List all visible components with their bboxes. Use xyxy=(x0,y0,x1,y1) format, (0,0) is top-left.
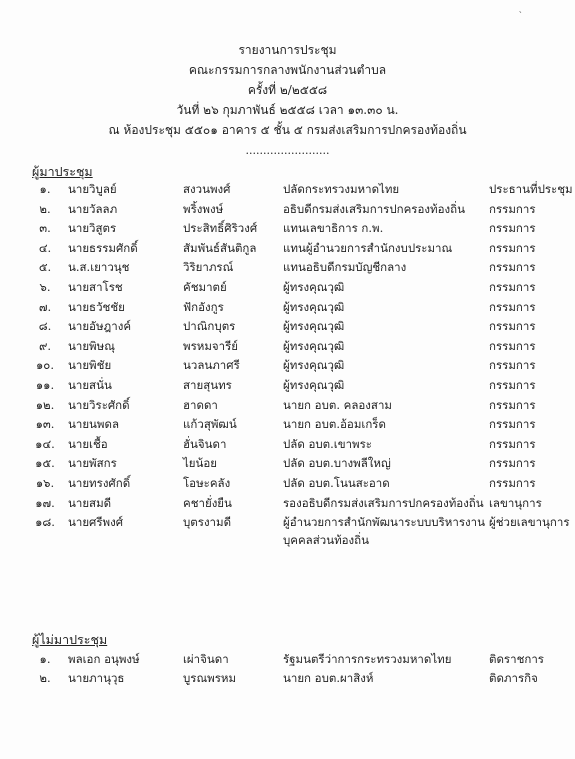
person-role: กรรมการ xyxy=(489,338,536,353)
item-number: ๑๕. xyxy=(35,456,55,471)
person-role: ประธานที่ประชุม xyxy=(489,182,573,196)
person-name: พลเอก อนุพงษ์ xyxy=(68,652,140,666)
item-number: ๑๒. xyxy=(35,397,55,412)
person-role: กรรมการ xyxy=(489,319,536,334)
person-name: นายภานุวุธ xyxy=(68,671,125,685)
item-number: ๑๐. xyxy=(36,358,54,373)
person-name: นายสมดี xyxy=(68,495,112,510)
person-name: นายวิสูตร xyxy=(68,221,117,236)
person-surname: พริ้งพงษ์ xyxy=(183,201,224,216)
committee-name: คณะกรรมการกลางพนักงานส่วนตำบล xyxy=(188,63,387,77)
person-position: แทนผู้อำนวยการสำนักงบประมาณ xyxy=(283,240,453,255)
list-item xyxy=(0,357,575,377)
list-item xyxy=(0,299,575,319)
person-position: ผู้ทรงคุณวุฒิ xyxy=(283,280,345,294)
item-number: ๖. xyxy=(39,280,51,294)
person-position: ผู้อำนวยการสำนักพัฒนาระบบบริหารงาน xyxy=(283,515,485,530)
person-role: กรรมการ xyxy=(489,240,536,255)
item-number: ๑๖. xyxy=(35,476,55,490)
list-item xyxy=(0,416,575,436)
list-item xyxy=(0,436,575,456)
person-role: กรรมการ xyxy=(489,417,536,432)
person-surname: คัชมาตย์ xyxy=(183,280,227,294)
person-position: ปลัด อบต.โนนสะอาด xyxy=(283,476,390,490)
item-number: ๑๘. xyxy=(35,515,55,530)
person-role: กรรมการ xyxy=(489,358,536,373)
person-surname: โอษะคลัง xyxy=(183,476,231,490)
person-role: กรรมการ xyxy=(489,456,536,471)
person-name: นายพิชัย xyxy=(68,358,112,373)
list-item xyxy=(0,495,575,515)
person-position: นายก อบต.ผาสิงห์ xyxy=(283,671,374,685)
person-surname: ปาณิกบุตร xyxy=(183,319,236,334)
person-name: นายนพดล xyxy=(68,417,120,432)
person-position-continued: บุคคลส่วนท้องถิ่น xyxy=(283,533,369,548)
item-number: ๙. xyxy=(38,338,52,353)
person-position: ผู้ทรงคุณวุฒิ xyxy=(283,338,345,353)
person-name: นายอัษฎางค์ xyxy=(68,319,132,334)
list-item xyxy=(0,514,575,548)
person-surname: บุตรงามดี xyxy=(183,515,232,530)
person-surname: ไยน้อย xyxy=(183,456,218,471)
person-role: กรรมการ xyxy=(489,436,536,451)
person-surname: ฮาดดา xyxy=(183,397,218,412)
person-position: รองอธิบดีกรมส่งเสริมการปกครองท้องถิ่น xyxy=(283,495,484,510)
list-item xyxy=(0,279,575,299)
person-position: ปลัดกระทรวงมหาดไทย xyxy=(283,182,400,196)
person-role: ติดภารกิจ xyxy=(489,671,538,685)
separator: ........................ xyxy=(245,144,330,157)
person-role: กรรมการ xyxy=(489,299,536,314)
person-role: กรรมการ xyxy=(489,201,536,216)
list-item xyxy=(0,475,575,495)
item-number: ๑๗. xyxy=(35,495,55,510)
list-item xyxy=(0,181,575,201)
person-position: นายก อบต.อ้อมเกร็ด xyxy=(283,417,386,432)
item-number: ๔. xyxy=(38,240,52,255)
list-item xyxy=(0,338,575,358)
person-role: ผู้ช่วยเลขานุการ xyxy=(489,515,570,530)
person-surname: แก้วสุพัฒน์ xyxy=(183,417,237,432)
person-role: กรรมการ xyxy=(489,397,536,412)
person-position: แทนอธิบดีกรมบัญชีกลาง xyxy=(283,260,407,275)
person-name: นายวิระศักดิ์ xyxy=(68,397,130,412)
person-position: ผู้ทรงคุณวุฒิ xyxy=(283,319,345,334)
item-number: ๒. xyxy=(39,201,51,216)
person-role: เลขานุการ xyxy=(489,495,542,510)
person-position: ปลัด อบต.บางพลีใหญ่ xyxy=(283,456,391,471)
person-surname: สงวนพงศ์ xyxy=(183,182,231,196)
person-position: รัฐมนตรีว่าการกระทรวงมหาดไทย xyxy=(283,652,452,666)
person-surname: บูรณพรหม xyxy=(183,671,237,685)
list-item xyxy=(0,670,575,690)
person-surname: นวลนภาศรี xyxy=(183,358,240,373)
person-position: อธิบดีกรมส่งเสริมการปกครองท้องถิ่น xyxy=(283,201,465,216)
item-number: ๓. xyxy=(39,221,51,236)
document-header xyxy=(0,40,575,140)
item-number: ๑๓. xyxy=(35,417,55,432)
item-number: ๑๔. xyxy=(35,436,55,451)
person-name: นายพิษณุ xyxy=(68,338,115,353)
absentees-title: ผู้ไม่มาประชุม xyxy=(32,632,108,647)
person-role: กรรมการ xyxy=(489,280,536,294)
item-number: ๑. xyxy=(39,182,51,196)
person-name: นายธวัชชัย xyxy=(68,299,125,314)
person-name: นายวิบูลย์ xyxy=(68,182,117,196)
person-role: กรรมการ xyxy=(489,221,536,236)
meeting-place: ณ ห้องประชุม ๕๕๐๑ อาคาร ๕ ชั้น ๕ กรมส่งเสริมการปกครองท้องถิ่น xyxy=(108,123,467,137)
list-item xyxy=(0,377,575,397)
person-surname: พรหมจารีย์ xyxy=(183,338,239,353)
person-surname: คชายั่งยืน xyxy=(183,495,232,510)
list-item xyxy=(0,455,575,475)
item-number: ๕. xyxy=(38,260,52,275)
person-surname: วิริยาภรณ์ xyxy=(183,260,234,275)
meeting-number: ครั้งที่ ๒/๒๕๕๘ xyxy=(247,83,328,97)
person-name: นายพัสกร xyxy=(68,456,117,471)
person-name: น.ส.เยาวนุช xyxy=(68,260,130,275)
person-name: นายเชื้อ xyxy=(68,436,108,451)
scan-mark: ˋ xyxy=(518,12,523,22)
item-number: ๑๑. xyxy=(35,378,55,392)
person-surname: เผ่าจินดา xyxy=(183,652,229,666)
person-surname: ประสิทธิ์ศิริวงศ์ xyxy=(183,221,258,236)
person-position: ผู้ทรงคุณวุฒิ xyxy=(283,358,345,373)
person-surname: ฟักอังกูร xyxy=(183,299,224,314)
person-position: ผู้ทรงคุณวุฒิ xyxy=(283,299,345,314)
list-item xyxy=(0,240,575,260)
item-number: ๗. xyxy=(38,299,52,314)
person-name: นายธรรมศักดิ์ xyxy=(68,240,138,255)
person-position: ผู้ทรงคุณวุฒิ xyxy=(283,378,345,392)
person-name: นายสาโรช xyxy=(68,280,123,294)
person-surname: สัมพันธ์สันติกูล xyxy=(183,240,257,255)
list-item xyxy=(0,201,575,221)
list-item xyxy=(0,318,575,338)
person-surname: ฮั่นจินดา xyxy=(183,436,227,451)
person-role: กรรมการ xyxy=(489,378,536,392)
list-item xyxy=(0,220,575,240)
report-title: รายงานการประชุม xyxy=(238,43,337,57)
person-name: นายวัลลภ xyxy=(68,201,118,216)
meeting-date: วันที่ ๒๖ กุมภาพันธ์ ๒๕๕๘ เวลา ๑๓.๓๐ น. xyxy=(176,103,399,117)
person-position: แทนเลขาธิการ ก.พ. xyxy=(283,221,384,236)
list-item xyxy=(0,397,575,417)
person-role: ติดราชการ xyxy=(489,652,544,666)
list-item xyxy=(0,651,575,671)
item-number: ๒. xyxy=(39,671,51,685)
person-role: กรรมการ xyxy=(489,260,536,275)
person-position: นายก อบต. คลองสาม xyxy=(283,397,392,412)
person-position: ปลัด อบต.เขาพระ xyxy=(283,436,372,451)
item-number: ๘. xyxy=(38,319,52,334)
person-role: กรรมการ xyxy=(489,476,536,490)
item-number: ๑. xyxy=(39,652,51,666)
person-name: นายสนั่น xyxy=(68,378,112,392)
person-surname: สายสุนทร xyxy=(183,378,232,392)
person-name: นายศรีพงศ์ xyxy=(68,515,124,530)
person-name: นายทรงศักดิ์ xyxy=(68,476,131,490)
attendees-title: ผู้มาประชุม xyxy=(32,164,93,179)
list-item xyxy=(0,259,575,279)
